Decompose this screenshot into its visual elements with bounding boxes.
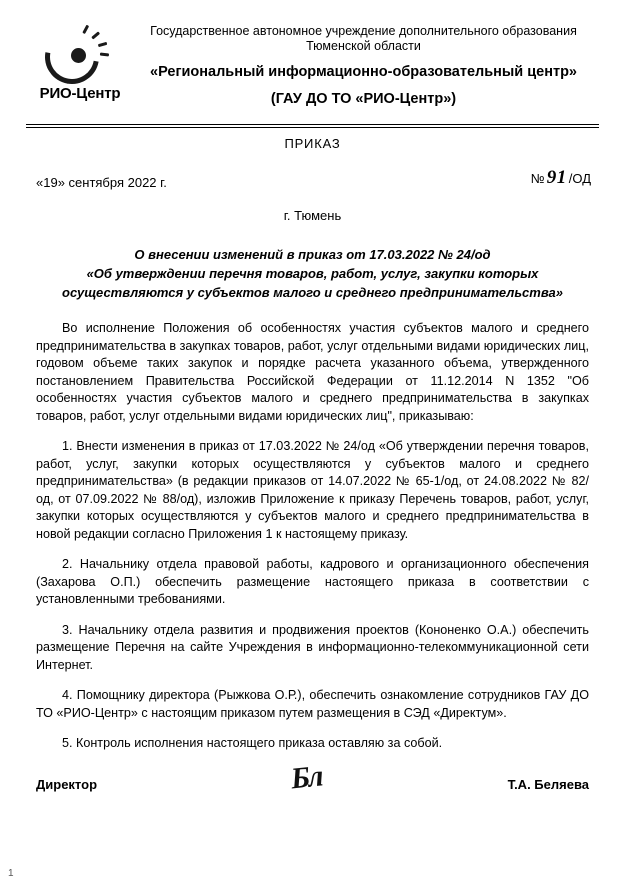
header-text-block [132, 20, 595, 110]
organization-short-name: (ГАУ ДО ТО «РИО-Центр») [270, 91, 457, 107]
subject-line-2: «Об утверждении перечня товаров, работ, услуг, закупки которых [86, 266, 539, 281]
document-kind: ПРИКАЗ [284, 136, 341, 151]
signer-position: Директор [36, 776, 98, 792]
sun-dot-icon [71, 48, 86, 63]
organization-line-1: Государственное автономное учреждение дополнительного образования [150, 24, 577, 38]
document-city: г. Тюмень [283, 208, 342, 223]
order-item-3: 3. Начальнику отдела развития и продвижения проектов (Кононенко О.А.) обеспечить размещение Перечня на сайте Учреждения в информационно-телекоммуникационной сети Интернет. [36, 622, 589, 672]
subject-line-3: осуществляются у субъектов малого и среднего предпринимательства» [62, 285, 563, 300]
number-label: № [530, 171, 545, 186]
order-item-4: 4. Помощнику директора (Рыжкова О.Р.), обеспечить ознакомление сотрудников ГАУ ДО ТО «РИО-Центр» с настоящим приказом путем размещения в СЭД «Директум». [36, 688, 589, 720]
document-date: «19» сентября 2022 г. [36, 175, 167, 190]
date-and-number-line [0, 151, 625, 190]
page-number: 1 [8, 868, 14, 879]
subject-line-1: О внесении изменений в приказ от 17.03.2022 № 24/од [134, 247, 491, 262]
order-item-1: 1. Внести изменения в приказ от 17.03.2022 № 24/од «Об утверждении перечня товаров, работ, услуг, закупки которых осуществляются у субъектов малого и среднего предпринимательства» (в редакции приказов от 14.07.2022 № 65-1/од, от 24.08.2022 № 82/од, от 07.09.2022 № 88/од), изложив Приложение к приказу Перечень товаров, работ, услуг, закупки которых осуществляются у субъектов малого и среднего предпринимательства в новой редакции согласно Приложения 1 к настоящему приказу. [36, 439, 589, 541]
header-divider-top [26, 124, 599, 125]
number-suffix: /ОД [568, 171, 591, 186]
organization-line-2: Тюменской области [306, 39, 421, 53]
signature-block [36, 759, 589, 796]
document-header [0, 0, 625, 110]
number-value: 91 [546, 167, 567, 188]
order-item-2: 2. Начальнику отдела правовой работы, кадрового и организационного обеспечения (Захарова О.П.) обеспечить размещение настоящего приказа в соответствии с установленными требованиями. [36, 557, 589, 606]
document-number [531, 167, 591, 190]
handwritten-signature: Бл [289, 759, 324, 796]
organization-logo [28, 20, 132, 102]
organization-title: «Региональный информационно-образовательный центр» [150, 64, 577, 80]
ray-icon [100, 53, 109, 56]
document-subject [36, 245, 589, 302]
logo-text: РИО-Центр [39, 85, 121, 102]
order-item-5: 5. Контроль исполнения настоящего приказа оставляю за собой. [62, 736, 443, 750]
signer-name: Т.А. Беляева [507, 776, 589, 792]
sun-crescent-icon [37, 26, 123, 84]
document-body [36, 320, 589, 753]
ray-icon [91, 31, 100, 39]
ray-icon [98, 42, 107, 47]
header-divider-bottom [26, 127, 599, 128]
preamble-paragraph: Во исполнение Положения об особенностях участия субъектов малого и среднего предпринимательства в закупках товаров, работ, услуг отдельными видами юридических лиц, годовом объеме таких закупок и порядке расчета указанного объема, утвержденного постановлением Правительства Российской Федерации от 11.12.2014 N 1352 "Об особенностях участия субъектов малого и среднего предпринимательства в закупках товаров, работ, услуг отдельными видами юридических лиц", приказываю: [36, 321, 589, 423]
